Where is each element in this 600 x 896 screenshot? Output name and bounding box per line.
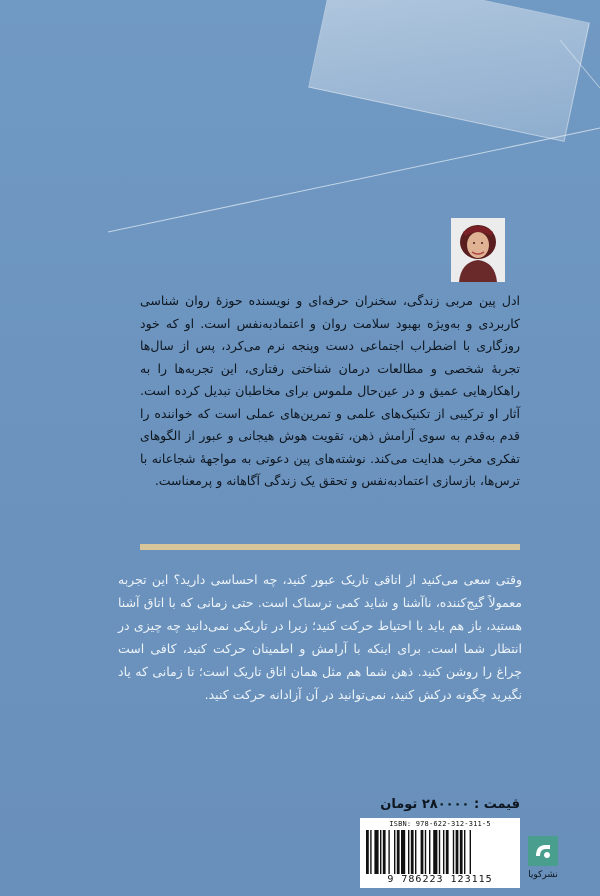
- barcode-bar: [388, 830, 389, 874]
- barcode-bar: [439, 830, 440, 874]
- barcode-bar: [421, 830, 424, 874]
- barcode-bar: [370, 830, 371, 874]
- barcode-number: 9 786223 123115: [387, 874, 493, 885]
- author-portrait: [451, 218, 505, 282]
- barcode-bar: [383, 830, 386, 874]
- barcode-bar: [374, 830, 378, 874]
- barcode-bars: [366, 830, 514, 874]
- isbn-text: ISBN: 978-622-312-311-5: [389, 820, 491, 828]
- barcode-bar: [411, 830, 414, 874]
- book-excerpt: وقتی سعی می‌کنید از اتاقی تاریک عبور کنید، چه احساسی دارید؟ این تجربه معمولاً گیج‌کننده، ناآشنا و شاید کمی ترسناک است. حتی زمانی که با اتاق آشنا هستید، باز هم باید با احتیاط حرکت کنید؛ زیرا در تاریکی نمی‌دانید چه چیزی در انتظار شما است. برای اینکه با آرامش و اطمینان حرکت کنید، کافی است چراغ را روشن کنید. ذهن شما هم مثل همان اتاق تاریک است؛ تا زمانی که یاد نگیرید چگونه درکش کنید، نمی‌توانید در آن آزادانه حرکت کنید.: [118, 572, 522, 702]
- tape-strip: [308, 0, 590, 142]
- barcode-bar: [453, 830, 454, 874]
- barcode-bar: [460, 830, 463, 874]
- barcode-bar: [433, 830, 437, 874]
- barcode-bar: [401, 830, 405, 874]
- barcode-bar: [408, 830, 409, 874]
- publisher-logo: [528, 836, 558, 866]
- barcode-bar: [464, 830, 465, 874]
- barcode-bar: [425, 830, 426, 874]
- barcode-bar: [415, 830, 416, 874]
- publisher-name: نشرکویا: [528, 870, 558, 880]
- price-label: قیمت : ۲۸۰۰۰۰ تومان: [380, 797, 520, 812]
- barcode-bar: [380, 830, 381, 874]
- barcode-bar: [446, 830, 449, 874]
- barcode-bar: [397, 830, 400, 874]
- barcode-bar: [366, 830, 369, 874]
- section-divider: [140, 544, 520, 550]
- barcode-bar: [456, 830, 459, 874]
- barcode: [360, 818, 520, 888]
- barcode-bar: [470, 830, 471, 874]
- author-bio: ادل پین مربی زندگی، سخنران حرفه‌ای و نویسنده حوزهٔ روان شناسی کاربردی و به‌ویژه بهبود سلامت روان و اعتمادبه‌نفس است. او که خود روزگاری با اضطراب اجتماعی دست وپنجه نرم می‌کرد، پس از سال‌ها تجربهٔ شخصی و مطالعات درمان شناختی رفتاری، این تجربه‌ها را به راهکارهایی عمیق و در عین‌حال ملموس برای مخاطبان تبدیل کرده است. آثار او ترکیبی از تکنیک‌های علمی و تمرین‌های عملی است که خواننده را قدم به‌قدم به سوی آرامش ذهن، تقویت هوش هیجانی و عبور از الگوهای تفکری مخرب هدایت می‌کند. نوشته‌های پین دعوتی به مواجههٔ شجاعانه با ترس‌ها، بازسازی اعتمادبه‌نفس و تحقق یک زندگی آگاهانه و پرمعناست.: [140, 293, 520, 488]
- barcode-bar: [429, 830, 430, 874]
- barcode-bar: [394, 830, 395, 874]
- barcode-bar: [443, 830, 444, 874]
